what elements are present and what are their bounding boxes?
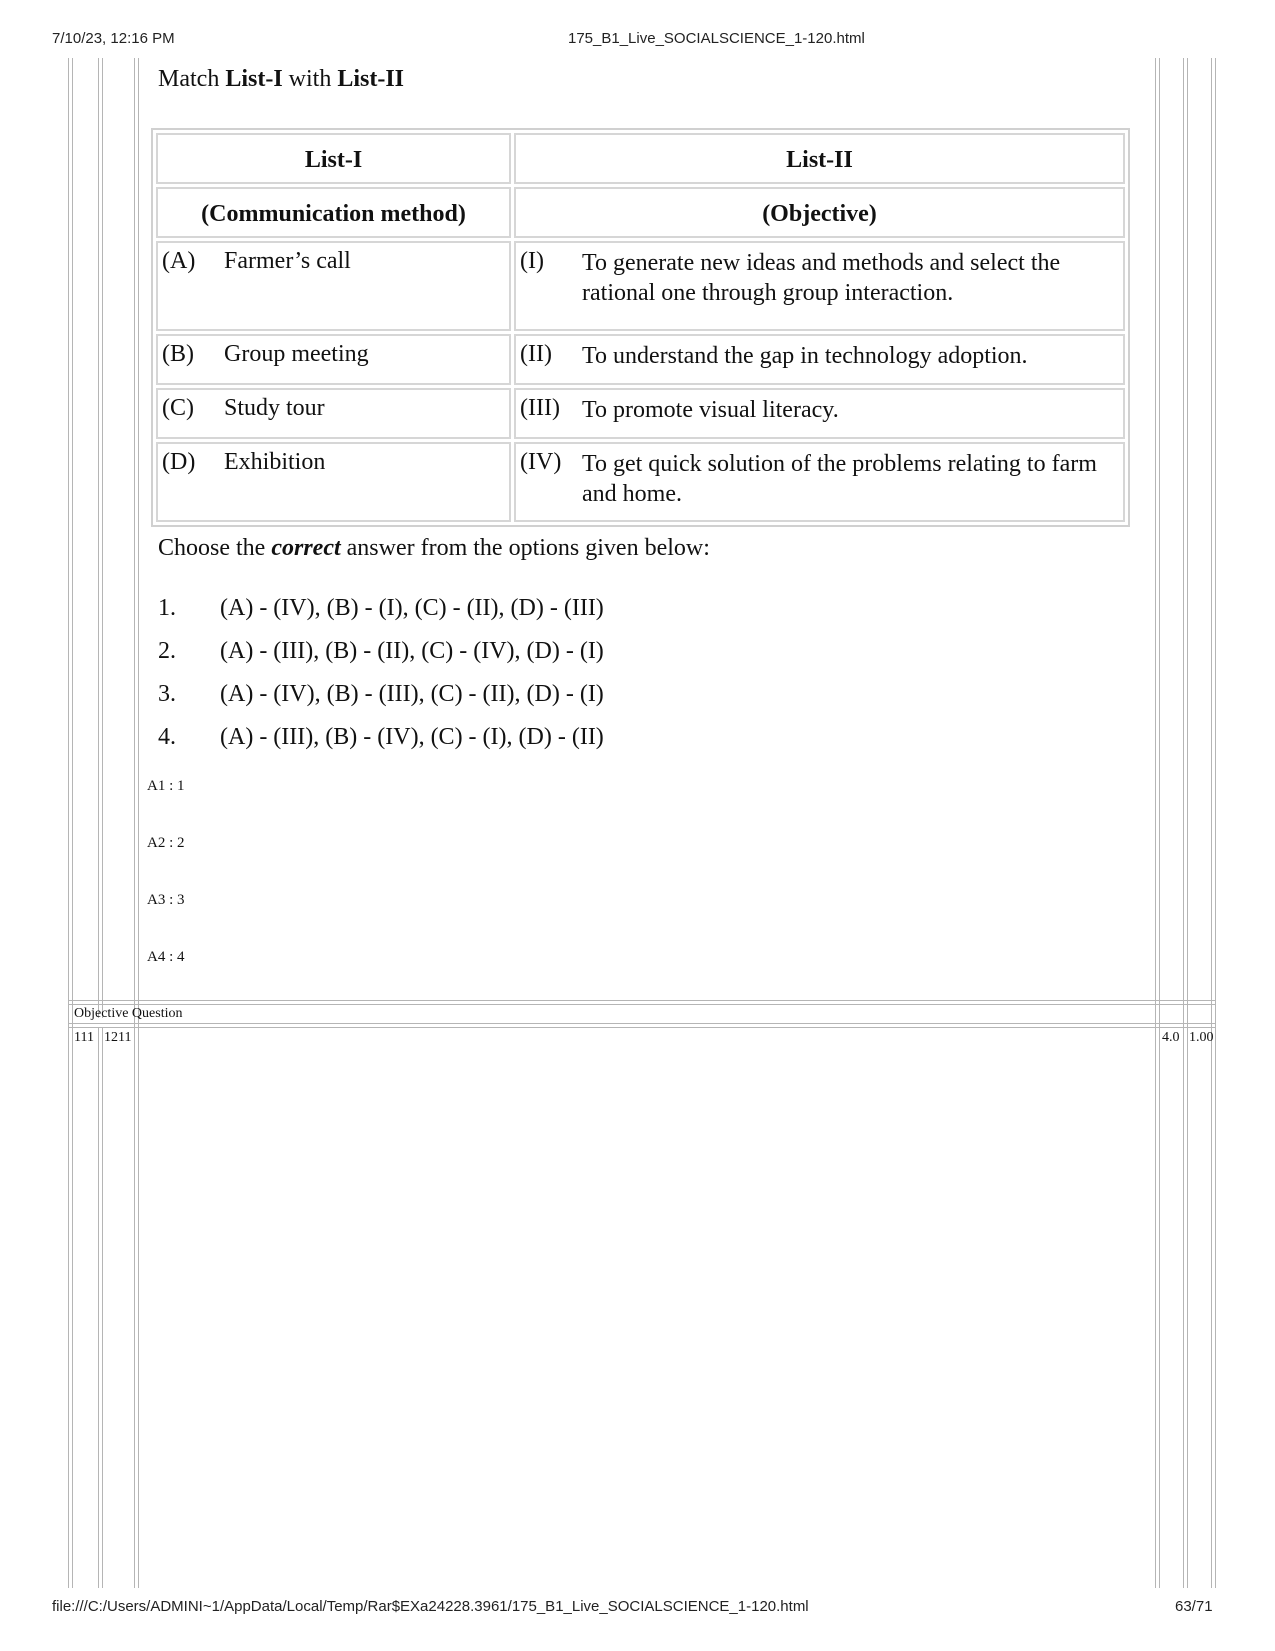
list2-cell: [514, 334, 1125, 385]
frame-line: [138, 58, 139, 1588]
table-row: [156, 442, 1125, 522]
answer-key: A4 : 4: [147, 949, 185, 965]
list2-cell: [514, 442, 1125, 522]
list2-text: To promote visual literacy.: [582, 397, 839, 423]
choose-instruction: [158, 535, 710, 562]
frame-line: [1183, 58, 1184, 1588]
option-text: (A) - (III), (B) - (IV), (C) - (I), (D) - (II): [220, 724, 604, 750]
marks-value: 4.0: [1162, 1030, 1180, 1045]
answer-key: A1 : 1: [147, 778, 185, 794]
list1-text: Study tour: [224, 395, 325, 421]
frame-line: [102, 58, 103, 1018]
frame-line: [1215, 58, 1216, 1588]
answer-key: A2 : 2: [147, 835, 185, 851]
list1-text: Group meeting: [224, 341, 369, 367]
frame-line: [102, 1027, 103, 1588]
col1-subheader: (Communication method): [156, 187, 511, 238]
option-text: (A) - (III), (B) - (II), (C) - (IV), (D) - (I): [220, 638, 604, 664]
question-intro: [158, 66, 404, 93]
question-type-label: Objective Question: [74, 1006, 183, 1021]
list2-text: To generate new ideas and methods and select the rational one through group interaction.: [582, 250, 1061, 306]
option-item: [158, 638, 604, 681]
divider: [68, 1004, 1216, 1005]
choose-prefix: Choose the: [158, 535, 272, 561]
list1-label: (D): [162, 449, 196, 475]
list1-cell: [156, 241, 511, 331]
table-row: [156, 241, 1125, 331]
col2-header: List-II: [514, 133, 1125, 184]
divider: [68, 1027, 1216, 1028]
frame-line: [1211, 58, 1212, 1588]
list2-label: (I): [520, 248, 544, 274]
option-number: 1.: [158, 595, 176, 621]
option-item: [158, 681, 604, 724]
frame-line: [98, 58, 99, 1018]
question-id: 1211: [104, 1030, 132, 1045]
divider: [68, 1000, 1216, 1001]
list1-cell: [156, 442, 511, 522]
negative-marks-value: 1.00: [1189, 1030, 1214, 1045]
frame-line: [1187, 58, 1188, 1588]
table-row: [156, 388, 1125, 439]
answer-key: A3 : 3: [147, 892, 185, 908]
divider: [68, 1023, 1216, 1024]
intro-list1: List-I: [225, 66, 283, 92]
serial-number: 111: [74, 1030, 94, 1045]
list2-cell: [514, 241, 1125, 331]
intro-prefix: Match: [158, 66, 226, 92]
print-file-path: file:///C:/Users/ADMINI~1/AppData/Local/Temp/Rar$EXa24228.3961/175_B1_Live_SOCIALSCIENCE_1-120.html: [52, 1598, 809, 1615]
choose-em: correct: [271, 535, 341, 561]
option-text: (A) - (IV), (B) - (III), (C) - (II), (D) - (I): [220, 681, 604, 707]
frame-line: [134, 58, 135, 1588]
option-item: [158, 595, 604, 638]
option-number: 4.: [158, 724, 176, 750]
list1-label: (A): [162, 248, 196, 274]
frame-line: [1155, 58, 1156, 1588]
table-row: [156, 334, 1125, 385]
list2-label: (III): [520, 395, 560, 421]
list1-text: Exhibition: [224, 449, 326, 475]
list2-label: (IV): [520, 449, 562, 475]
frame-line: [98, 1027, 99, 1588]
option-number: 3.: [158, 681, 176, 707]
intro-list2: List-II: [337, 66, 405, 92]
list1-cell: [156, 334, 511, 385]
option-item: [158, 724, 604, 767]
frame-line: [1159, 58, 1160, 1588]
frame-line: [68, 58, 69, 1588]
options-list: [158, 595, 604, 767]
list1-text: Farmer’s call: [224, 248, 351, 274]
list2-cell: [514, 388, 1125, 439]
option-number: 2.: [158, 638, 176, 664]
list2-text: To understand the gap in technology adoption.: [582, 343, 1028, 369]
frame-line: [72, 58, 73, 1588]
list2-label: (II): [520, 341, 552, 367]
intro-mid: with: [282, 66, 338, 92]
list1-label: (B): [162, 341, 194, 367]
option-text: (A) - (IV), (B) - (I), (C) - (II), (D) - (III): [220, 595, 604, 621]
match-table: [151, 128, 1130, 527]
list1-label: (C): [162, 395, 194, 421]
print-page-number: 63/71: [1175, 1598, 1213, 1615]
col2-subheader: (Objective): [514, 187, 1125, 238]
choose-suffix: answer from the options given below:: [340, 535, 710, 561]
list2-text: To get quick solution of the problems relating to farm and home.: [582, 451, 1097, 507]
print-doc-title: 175_B1_Live_SOCIALSCIENCE_1-120.html: [568, 30, 865, 47]
list1-cell: [156, 388, 511, 439]
print-datetime: 7/10/23, 12:16 PM: [52, 30, 175, 47]
col1-header: List-I: [156, 133, 511, 184]
